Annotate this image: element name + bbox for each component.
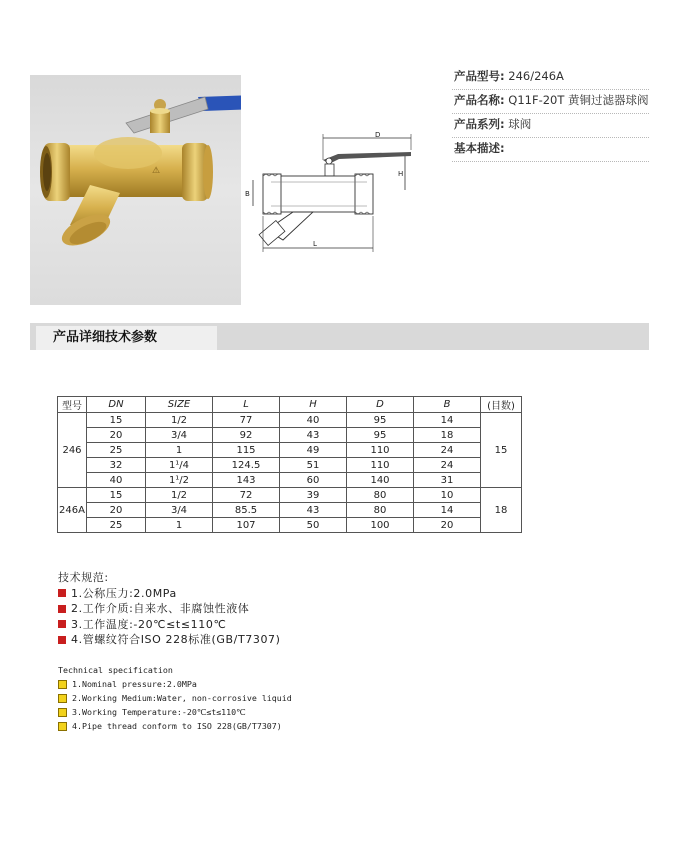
list-item [58,691,292,705]
h-cell: 60 [280,473,347,488]
table-row [58,518,522,533]
list-item [58,586,281,602]
spec-table [57,396,522,533]
list-item-text: 1.公称压力:2.0MPa [71,586,177,600]
yellow-bullet-icon [58,694,67,703]
d-cell: 80 [347,503,414,518]
series-value: 球阀 [508,117,532,131]
size-cell: 1/2 [146,488,213,503]
table-row [58,428,522,443]
tech-spec-cn-title: 技术规范: [58,571,109,584]
section-title: 产品详细技术参数 [36,326,217,350]
size-cell: 1¹/2 [146,473,213,488]
series-row [452,114,649,138]
yellow-bullet-icon [58,708,67,717]
h-cell: 43 [280,428,347,443]
d-cell: 100 [347,518,414,533]
table-row [58,473,522,488]
tech-spec-en [58,663,292,733]
h-cell: 49 [280,443,347,458]
header-l: L [213,397,280,413]
dn-cell: 20 [87,503,146,518]
desc-label: 基本描述: [454,141,505,155]
table-row [58,458,522,473]
list-item-text: 2.Working Medium:Water, non-corrosive liquid [72,693,292,703]
dn-cell: 20 [87,428,146,443]
size-cell: 3/4 [146,503,213,518]
red-bullet-icon [58,620,66,628]
dn-cell: 25 [87,443,146,458]
dn-cell: 32 [87,458,146,473]
name-value: Q11F-20T 黄铜过滤器球阀 [508,93,649,107]
dn-cell: 40 [87,473,146,488]
list-item [58,705,292,719]
model-label: 产品型号: [454,69,505,83]
product-photo [30,75,241,305]
series-label: 产品系列: [454,117,505,131]
list-item [58,632,281,648]
l-cell: 143 [213,473,280,488]
section-header [30,323,649,350]
dim-label-d: D [375,131,381,139]
header-model: 型号 [58,397,87,413]
desc-row [452,138,649,162]
list-item-text: 4.管螺纹符合ISO 228标准(GB/T7307) [71,633,281,646]
valve-dimension-diagram [243,130,418,260]
size-cell: 3/4 [146,428,213,443]
svg-text:⚠: ⚠ [152,166,161,176]
h-cell: 40 [280,413,347,428]
yellow-bullet-icon [58,680,67,689]
l-cell: 107 [213,518,280,533]
name-row [452,90,649,114]
b-cell: 14 [414,413,481,428]
dim-label-h: H [398,170,404,178]
dn-cell: 15 [87,488,146,503]
header-dn: DN [87,397,146,413]
header-h: H [280,397,347,413]
tech-spec-en-title: Technical specification [58,665,173,675]
list-item-text: 3.Working Temperature:-20℃≤t≤110℃ [72,707,246,717]
header-d: D [347,397,414,413]
l-cell: 77 [213,413,280,428]
table-row [58,503,522,518]
table-row [58,443,522,458]
d-cell: 95 [347,413,414,428]
b-cell: 14 [414,503,481,518]
tech-spec-cn [58,570,281,648]
header-size: SIZE [146,397,213,413]
b-cell: 24 [414,458,481,473]
h-cell: 50 [280,518,347,533]
header-b: B [414,397,481,413]
red-bullet-icon [58,605,66,613]
dim-label-b: B [245,190,250,198]
b-cell: 10 [414,488,481,503]
l-cell: 72 [213,488,280,503]
list-item-text: 2.工作介质:自来水、非腐蚀性液体 [71,602,250,615]
dn-cell: 25 [87,518,146,533]
header-mesh: (目数) [481,397,522,413]
l-cell: 92 [213,428,280,443]
model-value: 246/246A [508,69,564,83]
size-cell: 1 [146,443,213,458]
l-cell: 85.5 [213,503,280,518]
mesh-cell: 18 [481,488,522,533]
b-cell: 31 [414,473,481,488]
size-cell: 1¹/4 [146,458,213,473]
b-cell: 24 [414,443,481,458]
dimension-drawing [243,130,418,260]
d-cell: 110 [347,443,414,458]
dim-label-l: L [313,240,317,248]
list-item-text: 3.工作温度:-20℃≤t≤110℃ [71,617,227,631]
model-cell: 246 [58,413,87,488]
red-bullet-icon [58,636,66,644]
list-item [58,601,281,617]
table-header-row [58,397,522,413]
h-cell: 43 [280,503,347,518]
dn-cell: 15 [87,413,146,428]
d-cell: 140 [347,473,414,488]
brass-strainer-ball-valve-image [30,75,241,305]
l-cell: 124.5 [213,458,280,473]
yellow-bullet-icon [58,722,67,731]
d-cell: 95 [347,428,414,443]
table-row [58,413,522,428]
d-cell: 80 [347,488,414,503]
size-cell: 1/2 [146,413,213,428]
model-row [452,66,649,90]
b-cell: 18 [414,428,481,443]
name-label: 产品名称: [454,93,505,107]
size-cell: 1 [146,518,213,533]
d-cell: 110 [347,458,414,473]
red-bullet-icon [58,589,66,597]
list-item [58,677,292,691]
l-cell: 115 [213,443,280,458]
h-cell: 51 [280,458,347,473]
mesh-cell: 15 [481,413,522,488]
list-item [58,719,292,733]
list-item-text: 4.Pipe thread conform to ISO 228(GB/T7307) [72,721,282,731]
product-info [452,66,649,162]
b-cell: 20 [414,518,481,533]
list-item-text: 1.Nominal pressure:2.0MPa [72,679,197,689]
h-cell: 39 [280,488,347,503]
table-row [58,488,522,503]
model-cell: 246A [58,488,87,533]
list-item [58,617,281,633]
